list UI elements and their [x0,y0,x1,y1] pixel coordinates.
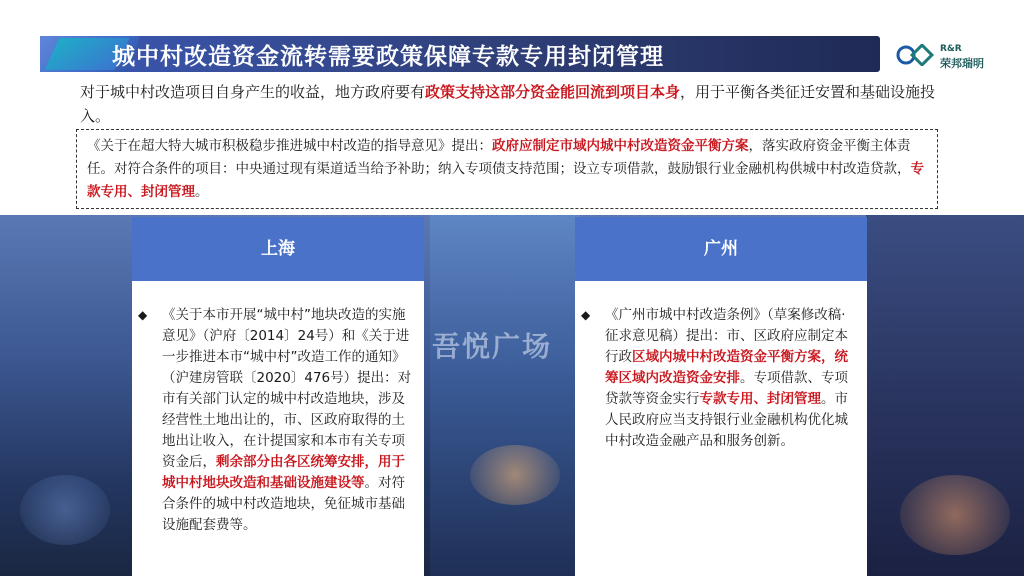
logo-text-cn: 荣邦瑞明 [940,57,984,70]
shanghai-text-end: 。对符合条件的城中村改造地块，免征城市基础设施配套费等。 [162,475,405,533]
bullet-icon: ◆ [581,308,591,322]
photo-light [470,445,560,505]
quote-text-end: 。 [195,184,209,200]
guangzhou-text: 《广州市城中村改造条例》（草案修改稿·征求意见稿）提出：市、区政府应制定本行政 [605,307,848,365]
quote-highlight-2: 专款专用、封闭管理 [87,161,924,200]
guangzhou-text-end: 。市人民政府应当支持银行业金融机构优化城中村改造金融产品和服务创新。 [605,391,848,449]
logo-icon [896,44,936,66]
guangzhou-text-mid: 。专项借款、专项贷款等资金实行 [605,370,848,407]
guangzhou-card-text [605,305,855,452]
intro-paragraph [80,80,940,128]
page-title: 城中村改造资金流转需要政策保障专款专用封闭管理 [112,44,664,70]
intro-text-end: ，用于平衡各类征迁安置和基础设施投入。 [80,83,936,125]
shanghai-card [132,217,424,576]
shanghai-text: 《关于本市开展“城中村”地块改造的实施意见》（沪府〔2014〕24号）和《关于进一步推进本市“城中村”改造工作的通知》（沪建房管联〔2020〕476号）提出：对市有关部门认定的城中村改造地块，涉及经营性土地出让的，市、区政府取得的土地出让收入，在计提国家和本市有关专项资金后， [162,307,412,470]
quote-highlight-1: 政府应制定市域内城中村改造资金平衡方案 [492,138,749,154]
shanghai-highlight: 剩余部分由各区统筹安排，用于城中村地块改造和基础设施建设等 [162,454,405,491]
logo-text-en: R&R [940,44,962,54]
bullet-icon: ◆ [138,308,148,322]
shanghai-card-text [162,305,412,536]
quote-text-mid: ，落实政府资金平衡主体责任。对符合条件的项目：中央通过现有渠道适当给予补助；纳入专项债支持范围；设立专项借款，鼓励银行业金融机构供城中村改造贷款， [87,138,911,177]
guangzhou-highlight-2: 专款专用、封闭管理 [699,391,821,407]
intro-text: 对于城中村改造项目自身产生的收益，地方政府要有 [80,83,426,101]
intro-highlight: 政策支持这部分资金能回流到项目本身 [425,83,681,101]
photo-light [900,475,1010,555]
guangzhou-card-body [575,305,867,452]
mall-sign: 吾悦广场 [432,330,553,363]
guangzhou-card-title: 广州 [575,217,867,281]
policy-quote-box [76,129,938,209]
guangzhou-highlight-1: 区域内城中村改造资金平衡方案，统筹区域内改造资金安排 [605,349,848,386]
company-logo [896,40,1006,70]
shanghai-card-body [132,305,424,536]
quote-text: 《关于在超大特大城市积极稳步推进城中村改造的指导意见》提出： [87,138,492,154]
photo-light [20,475,110,545]
guangzhou-card [575,217,867,576]
shanghai-card-title: 上海 [132,217,424,281]
photo-building-middle [430,215,580,576]
